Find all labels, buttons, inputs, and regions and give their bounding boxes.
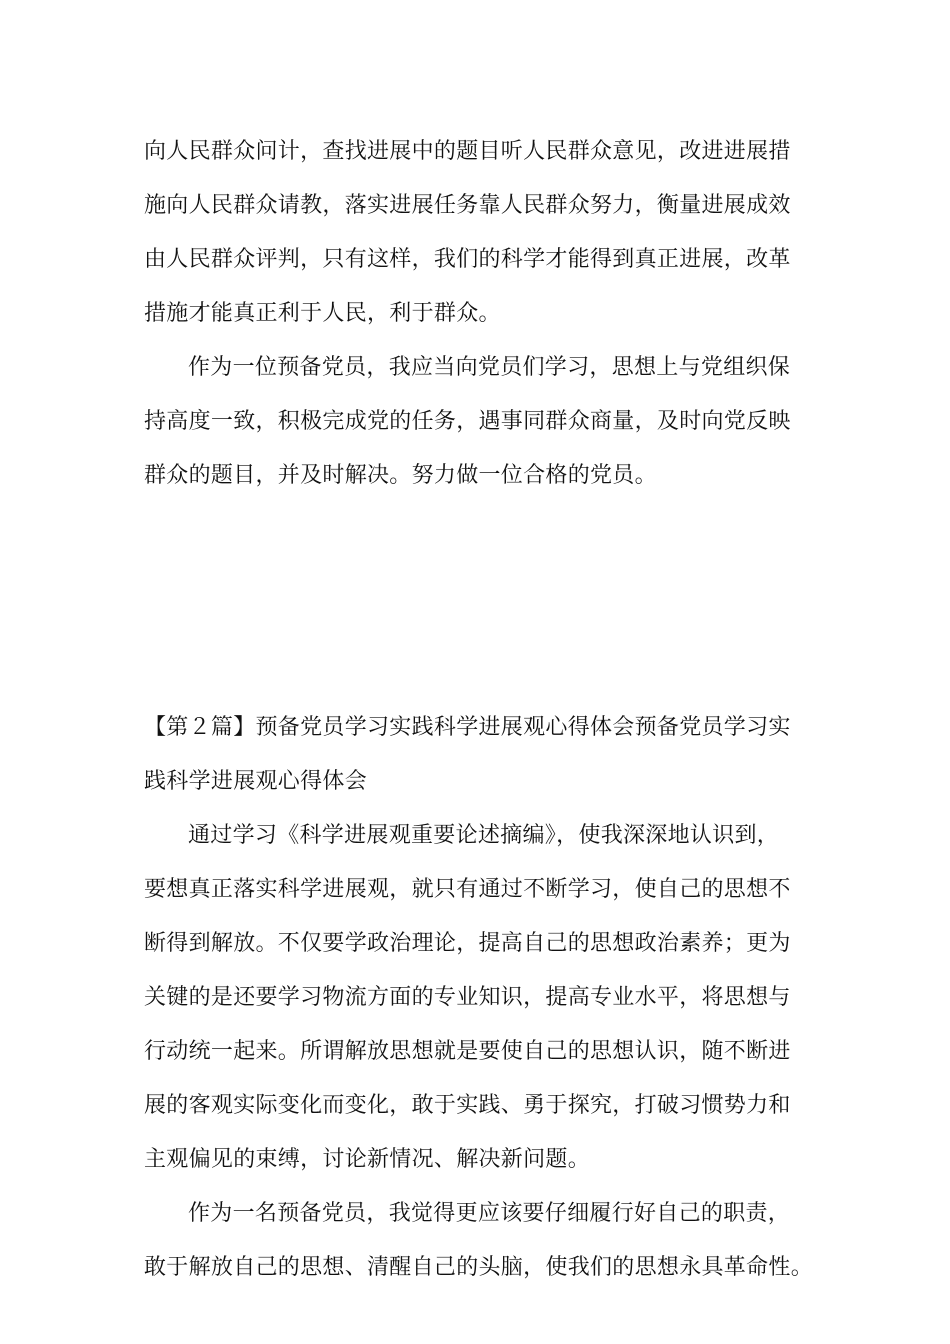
paragraph-line: 行动统一起来。所谓解放思想就是要使自己的思想认识，随不断进 bbox=[144, 1039, 791, 1064]
paragraph-line: 群众的题目，并及时解决。努力做一位合格的党员。 bbox=[144, 463, 657, 488]
section-heading: 践科学进展观心得体会 bbox=[144, 769, 368, 794]
paragraph-line: 作为一名预备党员，我觉得更应该要仔细履行好自己的职责， bbox=[188, 1201, 791, 1226]
paragraph-line: 持高度一致，积极完成党的任务，遇事同群众商量，及时向党反映 bbox=[144, 409, 791, 434]
paragraph-line: 要想真正落实科学进展观，就只有通过不断学习，使自己的思想不 bbox=[144, 877, 791, 902]
paragraph-line: 断得到解放。不仅要学政治理论，提高自己的思想政治素养；更为 bbox=[144, 931, 791, 956]
section-heading: 【第２篇】预备党员学习实践科学进展观心得体会预备党员学习实 bbox=[144, 715, 791, 740]
paragraph-line: 主观偏见的束缚，讨论新情况、解决新问题。 bbox=[144, 1147, 591, 1172]
paragraph-line: 敢于解放自己的思想、清醒自己的头脑，使我们的思想永具革命性。 bbox=[144, 1255, 814, 1280]
paragraph-line: 施向人民群众请教，落实进展任务靠人民群众努力，衡量进展成效 bbox=[144, 193, 791, 218]
paragraph-line: 关键的是还要学习物流方面的专业知识，提高专业水平，将思想与 bbox=[144, 985, 791, 1010]
paragraph-line: 措施才能真正利于人民，利于群众。 bbox=[144, 301, 501, 326]
paragraph-line: 由人民群众评判，只有这样，我们的科学才能得到真正进展，改革 bbox=[144, 247, 791, 272]
paragraph-line: 向人民群众问计，查找进展中的题目听人民群众意见，改进进展措 bbox=[144, 139, 791, 164]
paragraph-line: 通过学习《科学进展观重要论述摘编》，使我深深地认识到， bbox=[188, 823, 780, 848]
paragraph-line: 展的客观实际变化而变化，敢于实践、勇于探究，打破习惯势力和 bbox=[144, 1093, 791, 1118]
paragraph-line: 作为一位预备党员，我应当向党员们学习，思想上与党组织保 bbox=[188, 355, 791, 380]
